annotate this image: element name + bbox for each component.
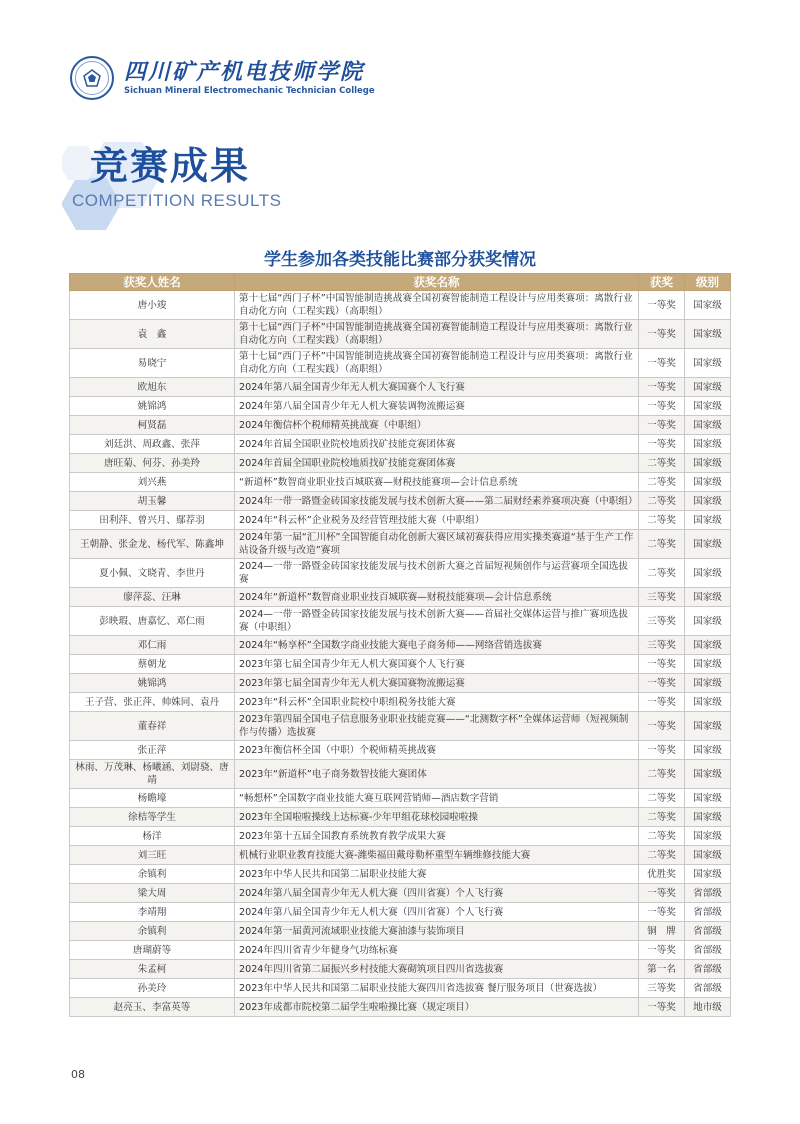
level-cell: 省部级 [685,960,731,979]
award-cell: 一等奖 [639,291,685,320]
level-cell: 省部级 [685,922,731,941]
level-cell: 国家级 [685,435,731,454]
competition-name-cell: 2024年衡信杯个税师精英挑战赛（中职组） [235,416,639,435]
award-cell: 一等奖 [639,320,685,349]
table-row [70,960,731,979]
award-cell: 一等奖 [639,378,685,397]
level-cell: 国家级 [685,454,731,473]
table-row [70,941,731,960]
table-row [70,922,731,941]
section-title: 竞赛成果 [90,144,251,188]
level-cell: 省部级 [685,979,731,998]
competition-name-cell: 2024年第一届黄河流域职业技能大赛油漆与装饰项目 [235,922,639,941]
award-cell: 二等奖 [639,760,685,789]
level-cell: 国家级 [685,559,731,588]
table-row [70,674,731,693]
level-cell: 省部级 [685,884,731,903]
competition-name-cell: 2023年全国啦啦操线上达标赛-少年甲组花球校园啦啦操 [235,808,639,827]
table-row [70,397,731,416]
award-cell: 一等奖 [639,712,685,741]
winner-name-cell: 刘兴燕 [70,473,235,492]
winner-name-cell: 唐旺菊、何芬、孙美羚 [70,454,235,473]
table-row [70,416,731,435]
section-subtitle: COMPETITION RESULTS [72,191,282,210]
award-cell: 二等奖 [639,530,685,559]
winner-name-cell: 梁大周 [70,884,235,903]
table-row [70,741,731,760]
competition-name-cell: 2024年一带一路暨金砖国家技能发展与技术创新大赛——第二届财经素养赛项决赛（中职组） [235,492,639,511]
level-cell: 国家级 [685,511,731,530]
award-cell: 二等奖 [639,454,685,473]
table-row [70,884,731,903]
table-row [70,378,731,397]
competition-name-cell: 机械行业职业教育技能大赛-潍柴福田戴母勒杯重型车辆维修技能大赛 [235,846,639,865]
winner-name-cell: 姚锦鸿 [70,397,235,416]
table-row [70,530,731,559]
winner-name-cell: 廖萍蕊、汪琳 [70,588,235,607]
winner-name-cell: 刘廷洪、周政鑫、张萍 [70,435,235,454]
winner-name-cell: 王朝静、张金龙、杨代军、陈鑫坤 [70,530,235,559]
level-cell: 国家级 [685,674,731,693]
winner-name-cell: 徐桔等学生 [70,808,235,827]
competition-name-cell: 2023年中华人民共和国第二届职业技能大赛 [235,865,639,884]
table-header-row [70,274,731,291]
winner-name-cell: 朱孟柯 [70,960,235,979]
competition-name-cell: 第十七届“西门子杯”中国智能制造挑战赛全国初赛智能制造工程设计与应用类赛项：离散行业自动化方向（工程实践）（高职组） [235,291,639,320]
table-row [70,827,731,846]
awards-table-body [70,291,731,1017]
winner-name-cell: 蔡朝龙 [70,655,235,674]
table-row [70,511,731,530]
award-cell: 一等奖 [639,397,685,416]
competition-name-cell: 2023年中华人民共和国第二届职业技能大赛四川省选拔赛 餐厅服务项目（世赛选拔） [235,979,639,998]
level-cell: 国家级 [685,607,731,636]
level-cell: 国家级 [685,492,731,511]
table-row [70,846,731,865]
award-cell: 一等奖 [639,998,685,1017]
award-cell: 三等奖 [639,636,685,655]
header-award: 获奖 [639,274,685,291]
award-cell: 一等奖 [639,655,685,674]
page-number: 08 [71,1068,85,1081]
competition-name-cell: 2024年四川省青少年健身气功练标赛 [235,941,639,960]
competition-name-cell: 2024年四川省第二届振兴乡村技能大赛砌筑项目四川省选拔赛 [235,960,639,979]
winner-name-cell: 易晓宁 [70,349,235,378]
school-name-cn: 四川矿产机电技师学院 [124,59,365,85]
level-cell: 国家级 [685,349,731,378]
table-row [70,903,731,922]
winner-name-cell: 彭映瑕、唐嘉忆、邓仁雨 [70,607,235,636]
winner-name-cell: 王子营、张正萍、帅姝同、袁丹 [70,693,235,712]
level-cell: 国家级 [685,636,731,655]
winner-name-cell: 杨洋 [70,827,235,846]
winner-name-cell: 赵亮玉、李富英等 [70,998,235,1017]
winner-name-cell: 夏小佩、文晓青、李世丹 [70,559,235,588]
competition-name-cell: 2024—一带一路暨金砖国家技能发展与技术创新大赛——首届社交媒体运营与推广赛项选拔赛（中职组） [235,607,639,636]
winner-name-cell: 唐瑚蔚等 [70,941,235,960]
level-cell: 国家级 [685,473,731,492]
award-cell: 三等奖 [639,588,685,607]
winner-name-cell: 邓仁雨 [70,636,235,655]
award-cell: 一等奖 [639,435,685,454]
level-cell: 国家级 [685,865,731,884]
competition-name-cell: 2023年“新道杯”电子商务数智技能大赛团体 [235,760,639,789]
competition-name-cell: 2024年首届全国职业院校地质找矿技能竞赛团体赛 [235,454,639,473]
competition-name-cell: 2024年第八届全国青少年无人机大赛（四川省赛）个人飞行赛 [235,884,639,903]
table-row [70,492,731,511]
award-cell: 一等奖 [639,693,685,712]
level-cell: 国家级 [685,530,731,559]
competition-name-cell: 第十七届“西门子杯”中国智能制造挑战赛全国初赛智能制造工程设计与应用类赛项：离散行业自动化方向（工程实践）（高职组） [235,320,639,349]
winner-name-cell: 袁 鑫 [70,320,235,349]
table-row [70,320,731,349]
level-cell: 国家级 [685,291,731,320]
school-emblem-icon [70,56,114,100]
level-cell: 国家级 [685,741,731,760]
header-competition-name: 获奖名称 [235,274,639,291]
award-cell: 一等奖 [639,674,685,693]
competition-name-cell: 2023年“科云杯”全国职业院校中职组税务技能大赛 [235,693,639,712]
table-row [70,588,731,607]
table-row [70,998,731,1017]
table-title: 学生参加各类技能比赛部分获奖情况 [264,250,536,270]
competition-name-cell: 2024年第八届全国青少年无人机大赛装调物流搬运赛 [235,397,639,416]
winner-name-cell: 林雨、万茂琳、杨曦涵、刘尉骁、唐靖 [70,760,235,789]
header-level: 级别 [685,274,731,291]
level-cell: 国家级 [685,808,731,827]
award-cell: 铜 牌 [639,922,685,941]
award-cell: 二等奖 [639,827,685,846]
table-row [70,454,731,473]
award-cell: 二等奖 [639,473,685,492]
table-row [70,607,731,636]
level-cell: 省部级 [685,941,731,960]
winner-name-cell: 唐小竣 [70,291,235,320]
competition-name-cell: 2024年第一届“汇川杯”全国智能自动化创新大赛区域初赛获得应用实操类赛道“基于生产工作站设备升级与改造”赛项 [235,530,639,559]
level-cell: 国家级 [685,378,731,397]
winner-name-cell: 姚锦鸿 [70,674,235,693]
winner-name-cell: 柯贤磊 [70,416,235,435]
level-cell: 国家级 [685,397,731,416]
level-cell: 国家级 [685,416,731,435]
award-cell: 一等奖 [639,741,685,760]
level-cell: 国家级 [685,760,731,789]
awards-table [69,273,731,1017]
winner-name-cell: 杨瞻壕 [70,789,235,808]
level-cell: 省部级 [685,903,731,922]
table-row [70,808,731,827]
winner-name-cell: 刘三旺 [70,846,235,865]
table-row [70,760,731,789]
competition-name-cell: 2023年成都市院校第二届学生啦啦操比赛（规定项目） [235,998,639,1017]
table-row [70,349,731,378]
level-cell: 国家级 [685,789,731,808]
school-name-en: Sichuan Mineral Electromechanic Technician College [124,86,375,96]
winner-name-cell: 胡玉馨 [70,492,235,511]
competition-name-cell: 2023年第七届全国青少年无人机大赛国赛物流搬运赛 [235,674,639,693]
competition-name-cell: 2023年第四届全国电子信息服务业职业技能竞赛——“北测数字杯”全媒体运营师（短视频制作与传播）选拔赛 [235,712,639,741]
table-row [70,473,731,492]
table-row [70,291,731,320]
level-cell: 国家级 [685,846,731,865]
winner-name-cell: 李靖翔 [70,903,235,922]
competition-name-cell: 2023年第七届全国青少年无人机大赛国赛个人飞行赛 [235,655,639,674]
school-logo [70,56,375,100]
level-cell: 国家级 [685,655,731,674]
winner-name-cell: 欧旭东 [70,378,235,397]
award-cell: 一等奖 [639,884,685,903]
level-cell: 国家级 [685,827,731,846]
competition-name-cell: “畅想杯”全国数字商业技能大赛互联网营销师—酒店数字营销 [235,789,639,808]
table-row [70,979,731,998]
award-cell: 二等奖 [639,559,685,588]
award-cell: 一等奖 [639,349,685,378]
level-cell: 国家级 [685,712,731,741]
table-row [70,655,731,674]
winner-name-cell: 余镇利 [70,865,235,884]
winner-name-cell: 孙美玲 [70,979,235,998]
competition-name-cell: 2024年首届全国职业院校地质找矿技能竞赛团体赛 [235,435,639,454]
winner-name-cell: 余镇利 [70,922,235,941]
competition-name-cell: 第十七届“西门子杯”中国智能制造挑战赛全国初赛智能制造工程设计与应用类赛项：离散行业自动化方向（工程实践）（高职组） [235,349,639,378]
award-cell: 二等奖 [639,846,685,865]
competition-name-cell: 2024年“新道杯”数智商业职业技百城联赛—财税技能赛项—会计信息系统 [235,588,639,607]
level-cell: 国家级 [685,693,731,712]
level-cell: 国家级 [685,320,731,349]
level-cell: 地市级 [685,998,731,1017]
award-cell: 优胜奖 [639,865,685,884]
award-cell: 二等奖 [639,789,685,808]
header-winner-name: 获奖人姓名 [70,274,235,291]
table-row [70,559,731,588]
award-cell: 二等奖 [639,808,685,827]
table-row [70,712,731,741]
table-row [70,789,731,808]
award-cell: 第一名 [639,960,685,979]
table-row [70,865,731,884]
competition-name-cell: 2023年衡信杯全国（中职）个税师精英挑战赛 [235,741,639,760]
award-cell: 二等奖 [639,511,685,530]
competition-name-cell: 2024年第八届全国青少年无人机大赛（四川省赛）个人飞行赛 [235,903,639,922]
table-row [70,435,731,454]
award-cell: 一等奖 [639,416,685,435]
table-row [70,693,731,712]
level-cell: 国家级 [685,588,731,607]
table-row [70,636,731,655]
competition-name-cell: 2024年第八届全国青少年无人机大赛国赛个人飞行赛 [235,378,639,397]
competition-name-cell: 2023年第十五届全国教育系统教育教学成果大赛 [235,827,639,846]
competition-name-cell: 2024年“科云杯”企业税务及经营管理技能大赛（中职组） [235,511,639,530]
winner-name-cell: 田利萍、曾兴月、鄢荐羽 [70,511,235,530]
award-cell: 一等奖 [639,941,685,960]
competition-name-cell: 2024—一带一路暨金砖国家技能发展与技术创新大赛之首届短视频创作与运营赛项全国选拔赛 [235,559,639,588]
competition-name-cell: 2024年“畅享杯”全国数字商业技能大赛电子商务师——网络营销选拔赛 [235,636,639,655]
award-cell: 二等奖 [639,492,685,511]
award-cell: 一等奖 [639,903,685,922]
competition-name-cell: “新道杯”数智商业职业技百城联赛—财税技能赛项—会计信息系统 [235,473,639,492]
winner-name-cell: 张正萍 [70,741,235,760]
award-cell: 三等奖 [639,607,685,636]
award-cell: 三等奖 [639,979,685,998]
winner-name-cell: 董春祥 [70,712,235,741]
